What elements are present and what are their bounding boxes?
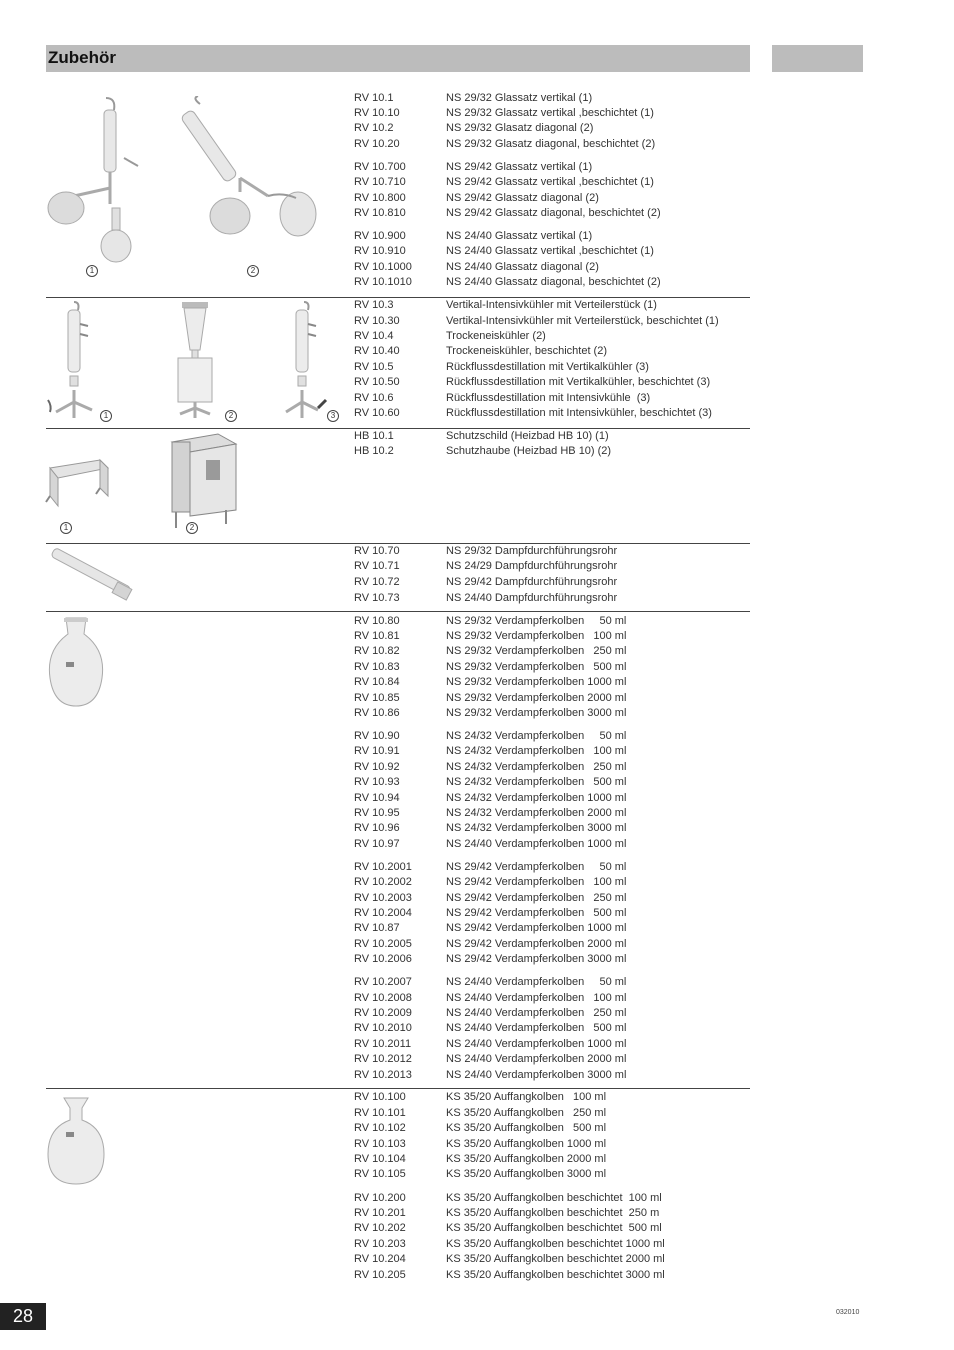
item-desc: NS 24/40 Glassatz vertikal ,beschichtet (1) bbox=[446, 245, 654, 257]
item-code: RV 10.102 bbox=[354, 1122, 406, 1134]
item-code: RV 10.70 bbox=[354, 545, 400, 557]
item-code: RV 10.86 bbox=[354, 707, 400, 719]
item-desc: NS 24/40 Verdampferkolben 500 ml bbox=[446, 1022, 627, 1034]
item-desc: NS 29/32 Verdampferkolben 1000 ml bbox=[446, 676, 627, 688]
item-code: RV 10.2008 bbox=[354, 992, 412, 1004]
item-desc: NS 24/32 Verdampferkolben 3000 ml bbox=[446, 822, 627, 834]
item-desc: NS 24/40 Dampfdurchführungsrohr bbox=[446, 592, 618, 604]
item-desc: KS 35/20 Auffangkolben 500 ml bbox=[446, 1122, 607, 1134]
item-code: RV 10.203 bbox=[354, 1238, 406, 1250]
item-desc: Trockeneiskühler, beschichtet (2) bbox=[446, 345, 607, 357]
item-code: RV 10.84 bbox=[354, 676, 400, 688]
item-desc: NS 24/40 Verdampferkolben 250 ml bbox=[446, 1007, 627, 1019]
item-desc: NS 29/42 Verdampferkolben 50 ml bbox=[446, 861, 627, 873]
item-code: RV 10.101 bbox=[354, 1107, 406, 1119]
item-code: RV 10.2010 bbox=[354, 1022, 412, 1034]
item-code: RV 10.2002 bbox=[354, 876, 412, 888]
item-code: RV 10.5 bbox=[354, 361, 394, 373]
item-code: RV 10.700 bbox=[354, 161, 406, 173]
item-desc: NS 24/40 Glassatz diagonal (2) bbox=[446, 261, 599, 273]
item-desc: NS 29/42 Verdampferkolben 1000 ml bbox=[446, 922, 627, 934]
item-desc: NS 24/32 Verdampferkolben 250 ml bbox=[446, 761, 627, 773]
item-desc: Vertikal-Intensivkühler mit Verteilerstück, beschichtet (1) bbox=[446, 315, 719, 327]
item-code: RV 10.30 bbox=[354, 315, 400, 327]
item-desc: NS 24/40 Verdampferkolben 100 ml bbox=[446, 992, 627, 1004]
item-code: RV 10.205 bbox=[354, 1269, 406, 1281]
header-side-block bbox=[772, 45, 863, 72]
item-code: RV 10.2007 bbox=[354, 976, 412, 988]
item-code: HB 10.1 bbox=[354, 430, 394, 442]
item-desc: KS 35/20 Auffangkolben beschichtet 1000 ml bbox=[446, 1238, 665, 1250]
glass-set-diagonal-illustration bbox=[180, 96, 325, 246]
item-code: RV 10.97 bbox=[354, 838, 400, 850]
item-code: RV 10.80 bbox=[354, 615, 400, 627]
header-bar bbox=[46, 45, 750, 72]
item-code: RV 10.910 bbox=[354, 245, 406, 257]
item-desc: KS 35/20 Auffangkolben beschichtet 2000 ml bbox=[446, 1253, 665, 1265]
item-desc: NS 24/32 Verdampferkolben 100 ml bbox=[446, 745, 627, 757]
item-code: RV 10.91 bbox=[354, 745, 400, 757]
item-code: RV 10.83 bbox=[354, 661, 400, 673]
item-desc: NS 24/40 Verdampferkolben 2000 ml bbox=[446, 1053, 627, 1065]
item-code: RV 10.81 bbox=[354, 630, 400, 642]
item-desc: NS 29/32 Dampfdurchführungsrohr bbox=[446, 545, 618, 557]
item-code: RV 10.95 bbox=[354, 807, 400, 819]
item-code: RV 10.1 bbox=[354, 92, 394, 104]
item-desc: KS 35/20 Auffangkolben 250 ml bbox=[446, 1107, 607, 1119]
item-desc: NS 29/32 Verdampferkolben 50 ml bbox=[446, 615, 627, 627]
item-desc: NS 29/42 Dampfdurchführungsrohr bbox=[446, 576, 618, 588]
item-desc: KS 35/20 Auffangkolben 3000 ml bbox=[446, 1168, 607, 1180]
item-desc: NS 24/40 Verdampferkolben 50 ml bbox=[446, 976, 627, 988]
callout-number: 2 bbox=[247, 265, 259, 277]
item-desc: Rückflussdestillation mit Intensivkühle (3) bbox=[446, 392, 651, 404]
document-code: 032010 bbox=[836, 1309, 860, 1316]
item-code: RV 10.94 bbox=[354, 792, 400, 804]
item-code: RV 10.2011 bbox=[354, 1038, 412, 1050]
item-code: RV 10.96 bbox=[354, 822, 400, 834]
item-code: RV 10.2003 bbox=[354, 892, 412, 904]
callout-number: 2 bbox=[186, 522, 198, 534]
item-code: RV 10.6 bbox=[354, 392, 394, 404]
item-desc: NS 29/32 Verdampferkolben 2000 ml bbox=[446, 692, 627, 704]
item-code: RV 10.2012 bbox=[354, 1053, 412, 1065]
item-code: RV 10.800 bbox=[354, 192, 406, 204]
page-number: 28 bbox=[0, 1303, 46, 1330]
item-desc: NS 24/32 Verdampferkolben 50 ml bbox=[446, 730, 627, 742]
item-desc: NS 24/40 Verdampferkolben 3000 ml bbox=[446, 1069, 627, 1081]
reflux-distillation-illustration bbox=[282, 300, 332, 424]
glass-set-vertical-illustration bbox=[44, 96, 154, 266]
item-code: RV 10.2013 bbox=[354, 1069, 412, 1081]
section-divider bbox=[46, 428, 750, 429]
item-code: RV 10.50 bbox=[354, 376, 400, 388]
item-code: RV 10.73 bbox=[354, 592, 400, 604]
item-desc: NS 29/42 Glassatz vertikal ,beschichtet (1) bbox=[446, 176, 654, 188]
item-code: RV 10.90 bbox=[354, 730, 400, 742]
vapour-duct-illustration bbox=[44, 545, 138, 607]
item-code: RV 10.40 bbox=[354, 345, 400, 357]
item-code: RV 10.92 bbox=[354, 761, 400, 773]
item-desc: KS 35/20 Auffangkolben 1000 ml bbox=[446, 1138, 607, 1150]
item-code: RV 10.82 bbox=[354, 645, 400, 657]
item-desc: NS 24/40 Verdampferkolben 1000 ml bbox=[446, 1038, 627, 1050]
item-desc: NS 24/40 Glassatz diagonal, beschichtet (2) bbox=[446, 276, 661, 288]
callout-number: 1 bbox=[60, 522, 72, 534]
item-desc: NS 29/32 Glasatz diagonal, beschichtet (2) bbox=[446, 138, 656, 150]
item-code: RV 10.2005 bbox=[354, 938, 412, 950]
callout-number: 1 bbox=[86, 265, 98, 277]
receiving-flask-illustration bbox=[44, 1096, 108, 1188]
item-code: RV 10.200 bbox=[354, 1192, 406, 1204]
item-code: RV 10.20 bbox=[354, 138, 400, 150]
protective-shield-illustration bbox=[44, 458, 114, 514]
item-code: RV 10.71 bbox=[354, 560, 400, 572]
item-code: RV 10.4 bbox=[354, 330, 394, 342]
protective-hood-illustration bbox=[166, 432, 240, 532]
item-code: RV 10.85 bbox=[354, 692, 400, 704]
item-code: RV 10.10 bbox=[354, 107, 400, 119]
item-desc: KS 35/20 Auffangkolben beschichtet 250 m bbox=[446, 1207, 660, 1219]
item-desc: NS 29/32 Glassatz vertikal (1) bbox=[446, 92, 593, 104]
item-desc: NS 29/42 Verdampferkolben 500 ml bbox=[446, 907, 627, 919]
item-desc: NS 29/32 Verdampferkolben 500 ml bbox=[446, 661, 627, 673]
item-code: RV 10.87 bbox=[354, 922, 400, 934]
item-code: RV 10.93 bbox=[354, 776, 400, 788]
item-desc: KS 35/20 Auffangkolben beschichtet 500 ml bbox=[446, 1222, 662, 1234]
item-desc: KS 35/20 Auffangkolben beschichtet 3000 ml bbox=[446, 1269, 665, 1281]
item-desc: NS 29/32 Glasatz diagonal (2) bbox=[446, 122, 594, 134]
item-desc: Rückflussdestillation mit Vertikalkühler (3) bbox=[446, 361, 649, 373]
item-desc: NS 29/32 Verdampferkolben 250 ml bbox=[446, 645, 627, 657]
dry-ice-condenser-illustration bbox=[170, 300, 220, 424]
item-code: RV 10.72 bbox=[354, 576, 400, 588]
item-desc: NS 29/42 Glassatz vertikal (1) bbox=[446, 161, 593, 173]
item-code: RV 10.201 bbox=[354, 1207, 406, 1219]
callout-number: 1 bbox=[100, 410, 112, 422]
item-code: RV 10.1010 bbox=[354, 276, 412, 288]
item-code: RV 10.2009 bbox=[354, 1007, 412, 1019]
item-desc: NS 24/29 Dampfdurchführungsrohr bbox=[446, 560, 618, 572]
evaporating-flask-illustration bbox=[44, 616, 108, 710]
item-desc: NS 29/42 Verdampferkolben 2000 ml bbox=[446, 938, 627, 950]
item-desc: NS 29/42 Verdampferkolben 3000 ml bbox=[446, 953, 627, 965]
item-code: RV 10.2001 bbox=[354, 861, 412, 873]
item-desc: NS 24/40 Verdampferkolben 1000 ml bbox=[446, 838, 627, 850]
item-code: RV 10.810 bbox=[354, 207, 406, 219]
item-code: RV 10.100 bbox=[354, 1091, 406, 1103]
section-divider bbox=[46, 1088, 750, 1089]
item-code: RV 10.105 bbox=[354, 1168, 406, 1180]
item-code: RV 10.1000 bbox=[354, 261, 412, 273]
item-code: HB 10.2 bbox=[354, 445, 394, 457]
item-code: RV 10.202 bbox=[354, 1222, 406, 1234]
item-code: RV 10.104 bbox=[354, 1153, 406, 1165]
item-desc: Rückflussdestillation mit Intensivkühler, beschichtet (3) bbox=[446, 407, 712, 419]
item-desc: NS 29/32 Glassatz vertikal ,beschichtet (1) bbox=[446, 107, 654, 119]
item-desc: Trockeneiskühler (2) bbox=[446, 330, 546, 342]
item-desc: NS 24/32 Verdampferkolben 2000 ml bbox=[446, 807, 627, 819]
item-code: RV 10.2004 bbox=[354, 907, 412, 919]
item-desc: NS 24/32 Verdampferkolben 500 ml bbox=[446, 776, 627, 788]
callout-number: 3 bbox=[327, 410, 339, 422]
section-divider bbox=[46, 611, 750, 612]
item-desc: NS 29/42 Verdampferkolben 100 ml bbox=[446, 876, 627, 888]
item-code: RV 10.3 bbox=[354, 299, 394, 311]
item-desc: NS 24/40 Glassatz vertikal (1) bbox=[446, 230, 593, 242]
item-desc: NS 29/42 Verdampferkolben 250 ml bbox=[446, 892, 627, 904]
item-desc: KS 35/20 Auffangkolben 100 ml bbox=[446, 1091, 607, 1103]
vertical-intensive-condenser-illustration bbox=[44, 300, 104, 424]
callout-number: 2 bbox=[225, 410, 237, 422]
item-code: RV 10.103 bbox=[354, 1138, 406, 1150]
item-desc: NS 29/42 Glassatz diagonal (2) bbox=[446, 192, 599, 204]
item-desc: NS 29/42 Glassatz diagonal, beschichtet (2) bbox=[446, 207, 661, 219]
item-code: RV 10.2 bbox=[354, 122, 394, 134]
item-code: RV 10.710 bbox=[354, 176, 406, 188]
item-code: RV 10.60 bbox=[354, 407, 400, 419]
item-code: RV 10.900 bbox=[354, 230, 406, 242]
item-desc: NS 24/32 Verdampferkolben 1000 ml bbox=[446, 792, 627, 804]
item-desc: KS 35/20 Auffangkolben 2000 ml bbox=[446, 1153, 607, 1165]
item-code: RV 10.2006 bbox=[354, 953, 412, 965]
item-desc: NS 29/32 Verdampferkolben 100 ml bbox=[446, 630, 627, 642]
item-desc: NS 29/32 Verdampferkolben 3000 ml bbox=[446, 707, 627, 719]
item-desc: Schutzhaube (Heizbad HB 10) (2) bbox=[446, 445, 612, 457]
item-code: RV 10.204 bbox=[354, 1253, 406, 1265]
item-desc: KS 35/20 Auffangkolben beschichtet 100 ml bbox=[446, 1192, 662, 1204]
item-desc: Vertikal-Intensivkühler mit Verteilerstück (1) bbox=[446, 299, 657, 311]
page-title: Zubehör bbox=[48, 48, 116, 67]
item-desc: Schutzschild (Heizbad HB 10) (1) bbox=[446, 430, 609, 442]
item-desc: Rückflussdestillation mit Vertikalkühler, beschichtet (3) bbox=[446, 376, 711, 388]
